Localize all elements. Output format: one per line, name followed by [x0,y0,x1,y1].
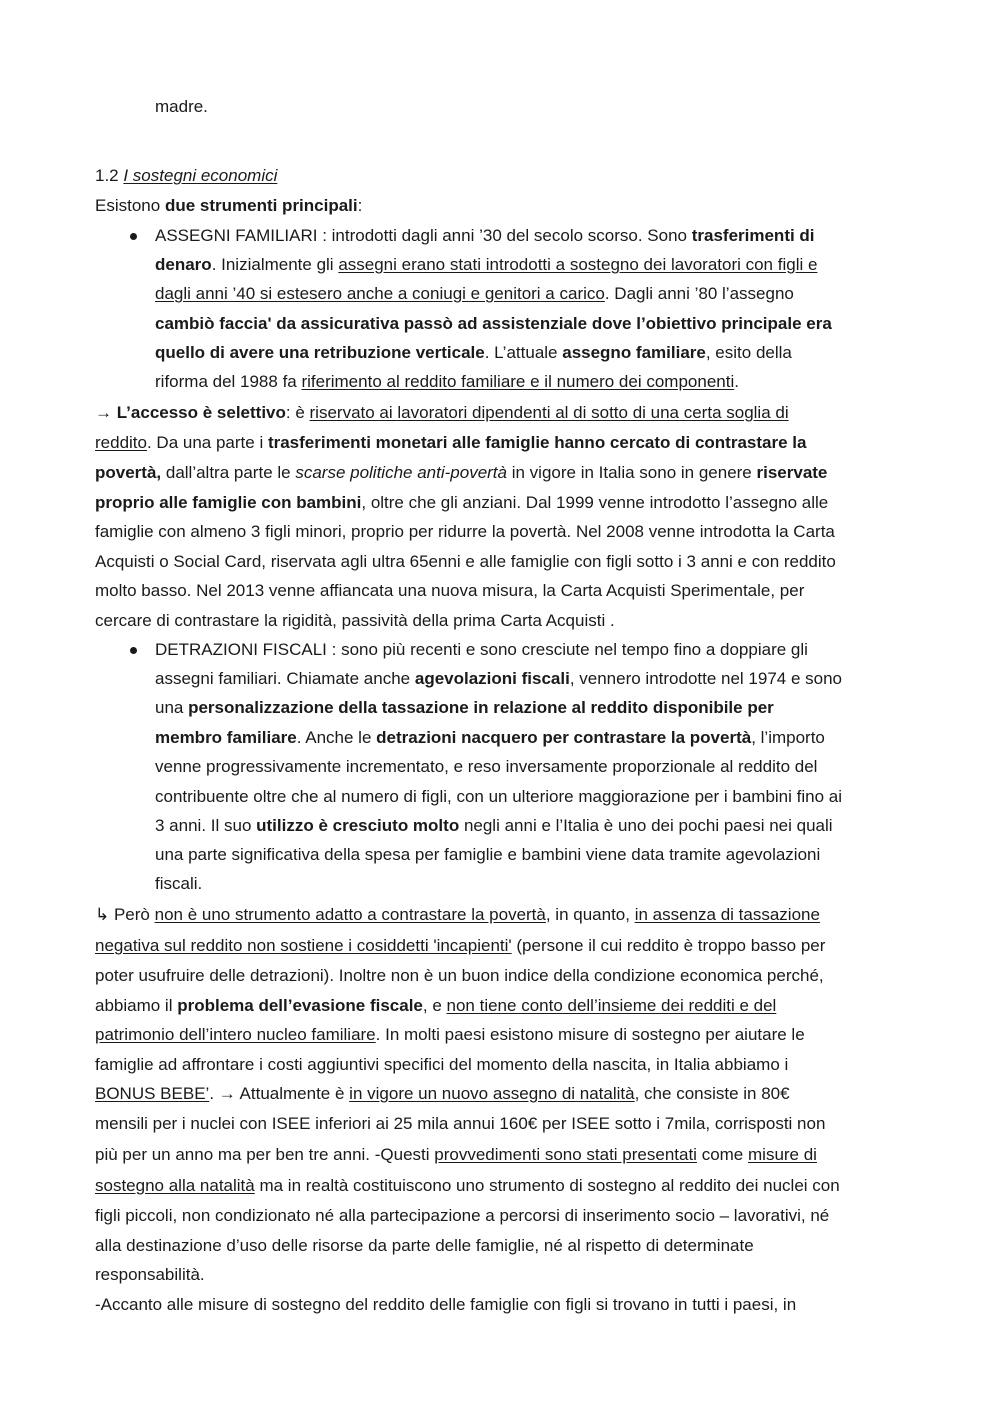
continuation-text: madre. [155,97,208,116]
accesso-line-4: proprio alle famiglie con bambini, oltre che gli anziani. Dal 1999 venne introdotto l’assegno alle [95,493,829,512]
detrazioni-line-6: contribuente oltre che al numero di figli, con un ulteriore maggiorazione per i bambini fino ai [155,787,842,806]
accesso-line-3: povertà, dall’altra parte le scarse politiche anti-povertà in vigore in Italia sono in genere riservate [95,463,828,482]
accesso-line-7: molto basso. Nel 2013 venne affiancata una nuova misura, la Carta Acquisti Sperimentale, per [95,581,805,600]
pero-line-6: famiglie ad affrontare i costi aggiuntivi specifici del momento della nascita, in Italia abbiamo i [95,1055,789,1074]
pero-line-7: BONUS BEBE’. → Attualmente è in vigore un nuovo assegno di natalità, che consiste in 80€ [95,1084,790,1103]
detrazioni-line-1: DETRAZIONI FISCALI : sono più recenti e sono cresciute nel tempo fino a doppiare gli [155,640,808,659]
bullet-icon [130,647,137,654]
pero-line-3: poter usufruire delle detrazioni). Inoltre non è un buon indice della condizione economica perché, [95,966,824,985]
accesso-line-5: famiglie con almeno 3 figli minori, proprio per ridurre la povertà. Nel 2008 venne introdotta la Carta [95,522,835,541]
detrazioni-line-4: membro familiare. Anche le detrazioni nacquero per contrastare la povertà, l’importo [155,728,825,747]
pero-line-14: -Accanto alle misure di sostegno del reddito delle famiglie con figli si trovano in tutti i paesi, in [95,1295,797,1314]
detrazioni-line-7: 3 anni. Il suo utilizzo è cresciuto molto negli anni e l’Italia è uno dei pochi paesi nei quali [155,816,833,835]
accesso-line-6: Acquisti o Social Card, riservata agli ultra 65enni e alle famiglie con figli sotto i 3 anni e con reddito [95,552,836,571]
pero-line-9: più per un anno ma per ben tre anni. -Questi provvedimenti sono stati presentati come misure di [95,1145,817,1164]
intro-paragraph: Esistono due strumenti principali: [95,196,363,215]
assegni-line-5: quello di avere una retribuzione verticale. L’attuale assegno familiare, esito della [155,343,792,362]
section-heading: 1.2 I sostegni economici [95,166,278,185]
detrazioni-line-9: fiscali. [155,874,203,893]
bullet-icon [130,233,137,240]
assegni-line-2: denaro. Inizialmente gli assegni erano stati introdotti a sostegno dei lavoratori con figli e [155,255,818,274]
assegni-line-4: cambiò faccia' da assicurativa passò ad assistenziale dove l’obiettivo principale era [155,314,832,333]
pero-line-11: figli piccoli, non condizionato né alla partecipazione a percorsi di inserimento socio – lavorativi, né [95,1206,830,1225]
assegni-line-3: dagli anni ’40 si estesero anche a coniugi e genitori a carico. Dagli anni ’80 l’assegno [155,284,794,303]
pero-line-13: responsabilità. [95,1265,205,1284]
pero-line-10: sostegno alla natalità ma in realtà costituiscono uno strumento di sostegno al reddito dei nuclei con [95,1176,840,1195]
pero-line-4: abbiamo il problema dell’evasione fiscale, e non tiene conto dell’insieme dei redditi e del [95,996,777,1015]
detrazioni-line-8: una parte significativa della spesa per famiglie e bambini viene data tramite agevolazioni [155,845,821,864]
accesso-line-8: cercare di contrastare la rigidità, passività della prima Carta Acquisti . [95,611,615,630]
assegni-line-6: riforma del 1988 fa riferimento al reddito familiare e il numero dei componenti. [155,372,739,391]
accesso-line-2: reddito. Da una parte i trasferimenti monetari alle famiglie hanno cercato di contrastare la [95,433,807,452]
pero-line-2: negativa sul reddito non sostiene i cosiddetti 'incapienti' (persone il cui reddito è troppo basso per [95,936,826,955]
detrazioni-line-2: assegni familiari. Chiamate anche agevolazioni fiscali, vennero introdotte nel 1974 e sono [155,669,843,688]
pero-line-12: alla destinazione d’uso delle risorse da parte delle famiglie, né al rispetto di determinate [95,1236,754,1255]
section-title: I sostegni economici [123,166,278,185]
accesso-line-1: → L’accesso è selettivo: è riservato ai lavoratori dipendenti al di sotto di una certa soglia di [95,403,789,422]
detrazioni-line-5: venne progressivamente incrementato, e reso inversamente proporzionale al reddito del [155,757,818,776]
detrazioni-line-3: una personalizzazione della tassazione in relazione al reddito disponibile per [155,698,774,717]
pero-line-8: mensili per i nuclei con ISEE inferiori ai 25 mila annui 160€ per ISEE sotto i 7mila, corrisposti non [95,1114,826,1133]
pero-line-5: patrimonio dell’intero nucleo familiare. In molti paesi esistono misure di sostegno per aiutare le [95,1025,805,1044]
pero-line-1: ↳ Però non è uno strumento adatto a contrastare la povertà, in quanto, in assenza di tassazione [95,905,820,924]
assegni-line-1: ASSEGNI FAMILIARI : introdotti dagli anni ’30 del secolo scorso. Sono trasferimenti di [155,226,815,245]
